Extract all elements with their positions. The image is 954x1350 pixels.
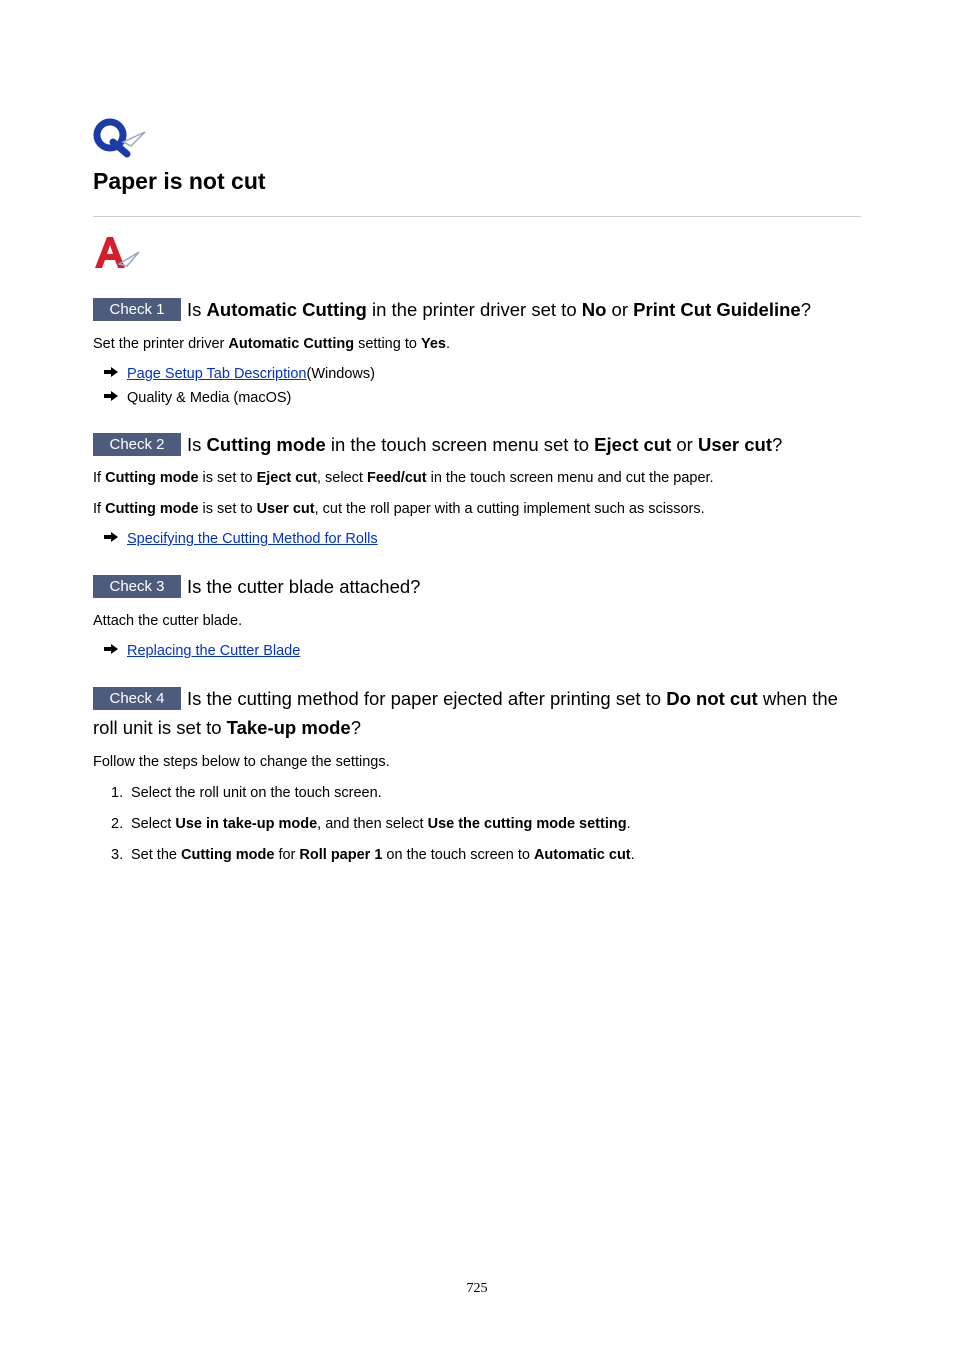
check-1-heading xyxy=(93,295,861,324)
text: . xyxy=(445,336,450,352)
heading-text: ? xyxy=(772,434,783,455)
bold-text: Cutting mode xyxy=(105,470,199,486)
text: setting to xyxy=(354,336,421,352)
heading-bold: Do not cut xyxy=(666,688,758,709)
heading-text: in the printer driver set to xyxy=(366,299,582,320)
step-number: 1. xyxy=(111,785,124,801)
link-cutting-method-rolls[interactable]: Specifying the Cutting Method for Rolls xyxy=(127,531,378,547)
bold-text: Feed/cut xyxy=(366,470,427,486)
check-1-links xyxy=(93,362,861,410)
check-3-section xyxy=(93,572,861,663)
question-icon xyxy=(93,116,149,163)
list-item xyxy=(103,527,861,551)
text: Set the xyxy=(131,847,181,863)
list-item xyxy=(103,386,861,410)
heading-bold: No xyxy=(581,299,607,320)
check-2-paragraph-2 xyxy=(93,499,861,519)
check-badge: Check 3 xyxy=(93,575,181,598)
heading-text: Is xyxy=(187,299,207,320)
check-4-paragraph: Follow the steps below to change the settings. xyxy=(93,754,390,770)
heading-bold: Automatic Cutting xyxy=(206,299,367,320)
title-divider xyxy=(93,216,861,217)
page-number: 725 xyxy=(466,1281,488,1296)
text: Select the roll unit on the touch screen. xyxy=(131,785,382,801)
text: , and then select xyxy=(317,816,428,832)
heading-text: Is the cutter blade attached? xyxy=(187,576,421,597)
heading-text: Is xyxy=(187,434,207,455)
text: If xyxy=(93,470,106,486)
step-number: 3. xyxy=(111,847,124,863)
step-number: 2. xyxy=(111,816,124,832)
bold-text: Use the cutting mode setting xyxy=(427,816,627,832)
list-item xyxy=(111,845,861,865)
heading-text: or xyxy=(606,299,634,320)
text: Select xyxy=(131,816,176,832)
check-badge: Check 2 xyxy=(93,433,181,456)
check-4-section xyxy=(93,684,861,876)
link-page-setup-tab[interactable]: Page Setup Tab Description xyxy=(127,366,307,382)
check-badge: Check 1 xyxy=(93,298,181,321)
text: , cut the roll paper with a cutting implement such as scissors. xyxy=(314,501,705,517)
check-3-links xyxy=(93,639,861,663)
right-arrow-icon xyxy=(103,527,127,551)
quality-media-text: Quality & Media (macOS) xyxy=(127,390,292,406)
right-arrow-icon xyxy=(103,386,127,410)
check-4-steps xyxy=(93,783,861,865)
heading-text: when the roll unit is set to xyxy=(93,688,838,738)
text: . xyxy=(630,847,635,863)
bold-text: User cut xyxy=(256,501,315,517)
text: for xyxy=(274,847,300,863)
check-2-section xyxy=(93,430,861,551)
heading-bold: Eject cut xyxy=(594,434,672,455)
page-title: Paper is not cut xyxy=(93,168,266,194)
heading-bold: Cutting mode xyxy=(206,434,326,455)
right-arrow-icon xyxy=(103,639,127,663)
heading-text: in the touch screen menu set to xyxy=(325,434,595,455)
link-suffix: (Windows) xyxy=(306,366,375,382)
heading-bold: Print Cut Guideline xyxy=(633,299,801,320)
list-item xyxy=(111,783,861,803)
answer-icon xyxy=(93,234,143,277)
heading-text: ? xyxy=(350,717,362,738)
heading-bold: User cut xyxy=(697,434,773,455)
check-badge: Check 4 xyxy=(93,687,181,710)
list-item xyxy=(103,639,861,663)
bold-text: Automatic Cutting xyxy=(228,336,355,352)
heading-text: or xyxy=(671,434,698,455)
bold-text: Eject cut xyxy=(256,470,317,486)
heading-text: Is the cutting method for paper ejected after printing set to xyxy=(187,688,667,709)
check-3-heading xyxy=(93,572,861,601)
check-2-heading xyxy=(93,430,861,459)
check-4-heading xyxy=(93,684,861,742)
text: in the touch screen menu and cut the paper. xyxy=(426,470,714,486)
bold-text: Yes xyxy=(420,336,446,352)
text: . xyxy=(626,816,631,832)
bold-text: Automatic cut xyxy=(533,847,631,863)
check-1-paragraph xyxy=(93,334,861,354)
list-item xyxy=(103,362,861,386)
text: , select xyxy=(317,470,367,486)
heading-text: ? xyxy=(800,299,811,320)
text: Set the printer driver xyxy=(93,336,229,352)
check-2-links xyxy=(93,527,861,551)
text: on the touch screen to xyxy=(382,847,534,863)
text: If xyxy=(93,501,106,517)
bold-text: Cutting mode xyxy=(105,501,199,517)
list-item xyxy=(111,814,861,834)
link-replacing-cutter-blade[interactable]: Replacing the Cutter Blade xyxy=(127,643,301,659)
text: is set to xyxy=(198,501,257,517)
bold-text: Cutting mode xyxy=(180,847,275,863)
text: is set to xyxy=(198,470,257,486)
check-2-paragraph-1 xyxy=(93,468,861,488)
check-3-paragraph: Attach the cutter blade. xyxy=(93,613,243,629)
heading-bold: Take-up mode xyxy=(226,717,351,738)
bold-text: Roll paper 1 xyxy=(299,847,383,863)
bold-text: Use in take-up mode xyxy=(175,816,318,832)
right-arrow-icon xyxy=(103,362,127,386)
check-1-section xyxy=(93,295,861,410)
